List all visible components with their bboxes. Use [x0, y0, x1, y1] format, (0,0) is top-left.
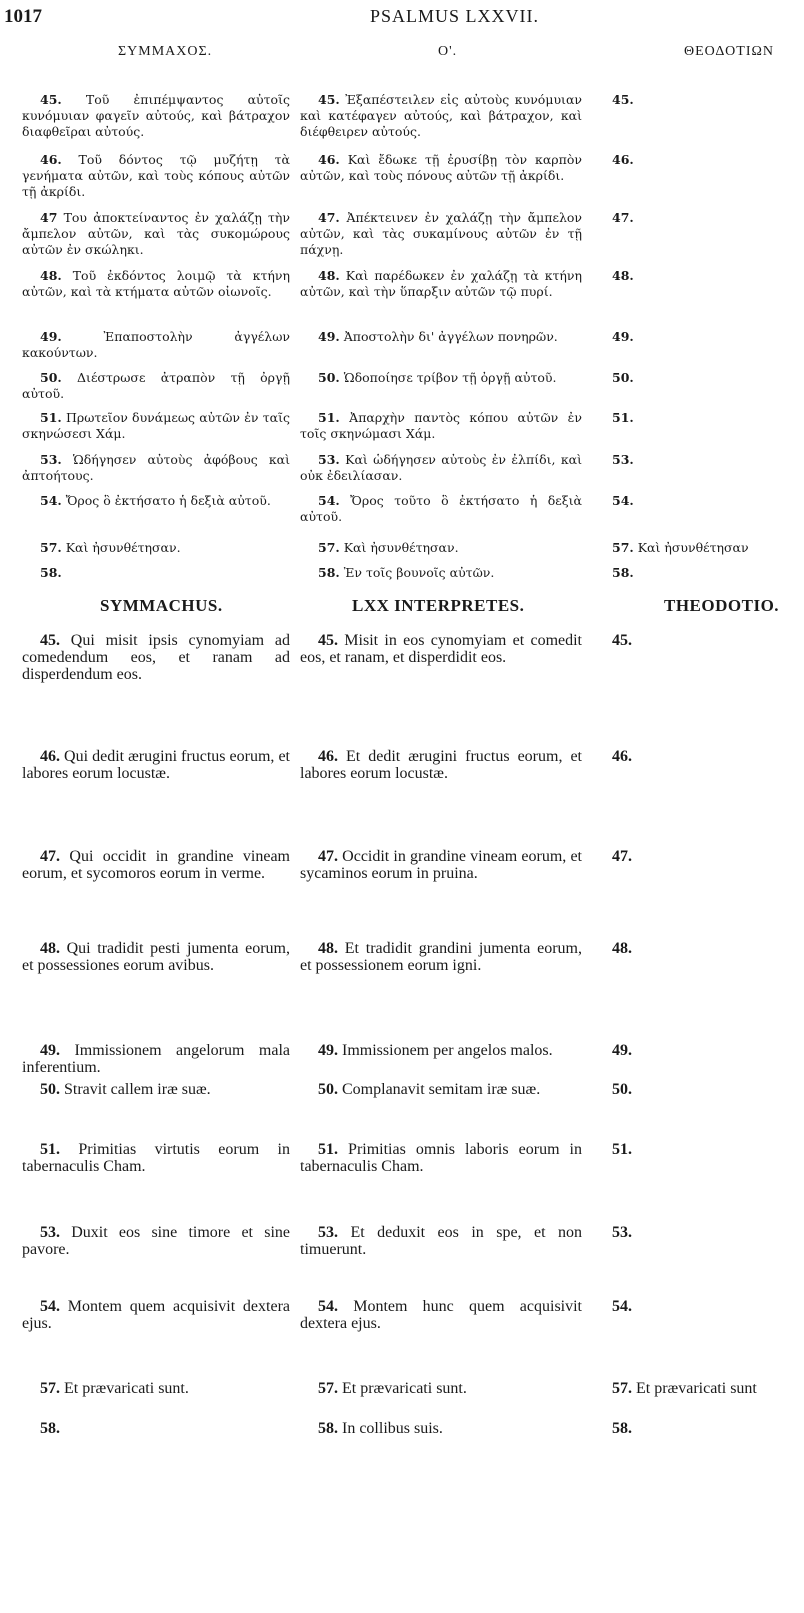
verse-text: Ὡδήγησεν αὐτοὺς ἀφόβους καὶ ἀπτοήτους.	[22, 452, 290, 483]
greek-symmachus-verse	[22, 493, 290, 509]
verse-text: Του ἀποκτείναντος ἐν χαλάζῃ τὴν ἄμπελον αὐτῶν, καὶ τὰς συκομώρους αὐτῶν ἐν σκώληκι.	[22, 210, 290, 257]
verse-text: Τοῦ δόντος τῷ μυζήτῃ τὰ γενήματα αὐτῶν, καὶ τοὺς κόπους αὐτῶν τῇ ἀκρίδι.	[22, 152, 290, 199]
latin-theodotion-verse	[612, 1042, 804, 1059]
verse-text: Ἀποστολὴν δι' ἀγγέλων πονηρῶν.	[339, 329, 558, 344]
verse-number: 50.	[612, 1081, 632, 1098]
verse-number: 50.	[40, 370, 62, 385]
greek-lxx-verse	[300, 493, 582, 525]
greek-lxx-verse	[300, 268, 582, 300]
verse-number: 47.	[612, 848, 632, 865]
verse-number: 50.	[318, 370, 340, 385]
verse-number: 50.	[612, 370, 634, 385]
verse-number: 50.	[318, 1081, 338, 1098]
verse-text: Primitias virtutis eorum in tabernaculis Cham.	[22, 1141, 290, 1175]
verse-number: 48.	[612, 268, 634, 283]
verse-number: 57.	[318, 1380, 338, 1397]
latin-symmachus-verse	[22, 848, 290, 882]
verse-number: 53.	[612, 1224, 632, 1241]
verse-text: Ἀπαρχὴν παντὸς κόπου αὐτῶν ἐν τοῖς σκηνώμασι Χάμ.	[300, 410, 582, 441]
verse-text: Ἐπαποστολὴν ἀγγέλων κακούντων.	[22, 329, 290, 360]
latin-symmachus-verse	[22, 1420, 290, 1437]
verse-text: Complanavit semitam iræ suæ.	[338, 1081, 541, 1098]
verse-text: Qui occidit in grandine vineam eorum, et sycomoros eorum in verme.	[22, 848, 290, 882]
latin-heading-symmachus: SYMMACHUS.	[100, 596, 223, 615]
greek-heading-symmachus: ΣΥΜΜΑΧΟΣ.	[118, 44, 213, 59]
greek-symmachus-verse	[22, 92, 290, 140]
greek-symmachus-verse	[22, 329, 290, 361]
latin-theodotion-verse	[612, 748, 804, 765]
verse-text: Primitias omnis laboris eorum in tabernaculis Cham.	[300, 1141, 582, 1175]
verse-number: 54.	[40, 1298, 60, 1315]
greek-theodotion-verse	[612, 410, 804, 426]
verse-text: Immissionem angelorum mala inferentium.	[22, 1042, 290, 1076]
greek-theodotion-verse	[612, 565, 804, 581]
page-number: 1017	[4, 6, 42, 27]
latin-lxx-verse	[300, 1224, 582, 1258]
verse-text: Et deduxit eos in spe, et non timuerunt.	[300, 1224, 582, 1258]
greek-symmachus-verse	[22, 452, 290, 484]
verse-number: 46.	[318, 152, 340, 167]
running-title: PSALMUS LXXVII.	[370, 6, 540, 26]
verse-number: 53.	[40, 1224, 60, 1241]
verse-number: 54.	[40, 493, 62, 508]
greek-symmachus-verse	[22, 565, 290, 581]
verse-number: 48.	[318, 268, 340, 283]
greek-symmachus-verse	[22, 410, 290, 442]
verse-text: Καὶ ἠσυνθέτησαν.	[339, 540, 459, 555]
greek-theodotion-verse	[612, 92, 804, 108]
latin-theodotion-verse	[612, 1298, 804, 1315]
latin-symmachus-verse	[22, 632, 290, 683]
verse-number: 45.	[40, 632, 60, 649]
latin-heading-lxx: LXX INTERPRETES.	[352, 596, 525, 615]
verse-text: Qui tradidit pesti jumenta eorum, et possessiones eorum avibus.	[22, 940, 290, 974]
greek-lxx-verse	[300, 410, 582, 442]
latin-lxx-verse	[300, 848, 582, 882]
verse-number: 48.	[612, 940, 632, 957]
verse-number: 51.	[612, 410, 634, 425]
verse-text: Καὶ ὡδήγησεν αὐτοὺς ἐν ἐλπίδι, καὶ οὐκ ἐδειλίασαν.	[300, 452, 582, 483]
verse-number: 51.	[40, 410, 62, 425]
verse-text: Καὶ ἔδωκε τῇ ἐρυσίβῃ τὸν καρπὸν αὐτῶν, καὶ τοὺς πόνους αὐτῶν τῇ ἀκρίδι.	[300, 152, 582, 183]
verse-text: Duxit eos sine timore et sine pavore.	[22, 1224, 290, 1258]
verse-text: Qui misit ipsis cynomyiam ad comedendum eos, et ranam ad disperdendum eos.	[22, 632, 290, 683]
greek-lxx-verse	[300, 329, 582, 345]
verse-text: Et dedit ærugini fructus eorum, et labores eorum locustæ.	[300, 748, 582, 782]
verse-number: 46.	[40, 152, 62, 167]
verse-number: 48.	[40, 268, 62, 283]
verse-number: 51.	[612, 1141, 632, 1158]
latin-symmachus-verse	[22, 1298, 290, 1332]
verse-text: Immissionem per angelos malos.	[338, 1042, 553, 1059]
latin-symmachus-verse	[22, 1380, 290, 1397]
verse-text: Ἐν τοῖς βουνοῖς αὐτῶν.	[339, 565, 495, 580]
latin-symmachus-verse	[22, 1224, 290, 1258]
latin-lxx-verse	[300, 1298, 582, 1332]
verse-text: Montem hunc quem acquisivit dextera ejus.	[300, 1298, 582, 1332]
greek-theodotion-verse	[612, 452, 804, 468]
greek-lxx-verse	[300, 92, 582, 140]
latin-theodotion-verse	[612, 1420, 804, 1437]
verse-number: 48.	[40, 940, 60, 957]
verse-number: 45.	[40, 92, 62, 107]
greek-symmachus-verse	[22, 268, 290, 300]
verse-number: 47	[40, 210, 58, 225]
verse-text: Διέστρωσε ἀτραπὸν τῇ ὀργῇ αὐτοῦ.	[22, 370, 290, 401]
verse-number: 57.	[612, 540, 634, 555]
verse-number: 54.	[612, 493, 634, 508]
verse-number: 53.	[612, 452, 634, 467]
latin-symmachus-verse	[22, 1081, 290, 1098]
verse-text: Καὶ ἠσυνθέτησαν	[633, 540, 749, 555]
greek-symmachus-verse	[22, 152, 290, 200]
verse-number: 47.	[40, 848, 60, 865]
latin-lxx-verse	[300, 1420, 582, 1437]
latin-lxx-verse	[300, 1141, 582, 1175]
latin-lxx-verse	[300, 1380, 582, 1397]
latin-lxx-verse	[300, 940, 582, 974]
latin-lxx-verse	[300, 748, 582, 782]
greek-lxx-verse	[300, 210, 582, 258]
verse-text: Occidit in grandine vineam eorum, et sycaminos eorum in pruina.	[300, 848, 582, 882]
verse-number: 45.	[318, 92, 340, 107]
verse-text: Stravit callem iræ suæ.	[60, 1081, 211, 1098]
verse-number: 58.	[40, 1420, 60, 1437]
verse-text: Ἀπέκτεινεν ἐν χαλάζῃ τὴν ἄμπελον αὐτῶν, καὶ τὰς συκαμίνους αὐτῶν ἐν τῇ πάχνῃ.	[300, 210, 582, 257]
latin-theodotion-verse	[612, 1380, 804, 1397]
verse-number: 49.	[40, 1042, 60, 1059]
verse-number: 46.	[40, 748, 60, 765]
latin-symmachus-verse	[22, 748, 290, 782]
verse-text: Καὶ παρέδωκεν ἐν χαλάζῃ τὰ κτήνη αὐτῶν, καὶ τὴν ὕπαρξιν αὐτῶν τῷ πυρί.	[300, 268, 582, 299]
greek-theodotion-verse	[612, 329, 804, 345]
verse-number: 51.	[40, 1141, 60, 1158]
greek-lxx-verse	[300, 565, 582, 581]
greek-heading-theodotion: ΘΕΟΔΟΤΙΩΝ	[684, 44, 775, 59]
greek-symmachus-verse	[22, 540, 290, 556]
greek-lxx-verse	[300, 452, 582, 484]
latin-symmachus-verse	[22, 1042, 290, 1076]
verse-text: Πρωτεῖον δυνάμεως αὐτῶν ἐν ταῖς σκηνώσεσι Χάμ.	[22, 410, 290, 441]
latin-theodotion-verse	[612, 632, 804, 649]
verse-text: Montem quem acquisivit dextera ejus.	[22, 1298, 290, 1332]
verse-text: Et prævaricati sunt.	[60, 1380, 189, 1397]
verse-number: 58.	[318, 565, 340, 580]
latin-theodotion-verse	[612, 1224, 804, 1241]
greek-theodotion-verse	[612, 493, 804, 509]
verse-number: 54.	[318, 493, 340, 508]
verse-number: 46.	[612, 152, 634, 167]
greek-lxx-verse	[300, 152, 582, 184]
latin-theodotion-verse	[612, 1141, 804, 1158]
verse-number: 49.	[318, 329, 340, 344]
verse-text: Misit in eos cynomyiam et comedit eos, et ranam, et disperdidit eos.	[300, 632, 582, 666]
verse-number: 51.	[318, 410, 340, 425]
verse-number: 47.	[318, 210, 340, 225]
verse-number: 45.	[318, 632, 338, 649]
verse-number: 54.	[612, 1298, 632, 1315]
greek-heading-lxx: Ο'.	[438, 44, 458, 59]
verse-number: 48.	[318, 940, 338, 957]
greek-theodotion-verse	[612, 268, 804, 284]
greek-theodotion-verse	[612, 370, 804, 386]
latin-lxx-verse	[300, 632, 582, 666]
verse-text: Ὄρος ὃ ἐκτήσατο ἡ δεξιὰ αὐτοῦ.	[61, 493, 271, 508]
greek-symmachus-verse	[22, 210, 290, 258]
verse-text: Et prævaricati sunt	[632, 1380, 757, 1397]
verse-number: 58.	[612, 565, 634, 580]
verse-number: 49.	[612, 1042, 632, 1059]
verse-text: Ὡδοποίησε τρίβον τῇ ὀργῇ αὐτοῦ.	[339, 370, 557, 385]
verse-number: 45.	[612, 632, 632, 649]
verse-text: Τοῦ ἐπιπέμψαντος αὐτοῖς κυνόμυιαν φαγεῖν αὐτούς, καὶ βάτραχον διαφθεῖραι αὐτούς.	[22, 92, 290, 139]
verse-number: 49.	[40, 329, 62, 344]
verse-number: 50.	[40, 1081, 60, 1098]
greek-symmachus-verse	[22, 370, 290, 402]
latin-theodotion-verse	[612, 1081, 804, 1098]
greek-lxx-verse	[300, 540, 582, 556]
latin-theodotion-verse	[612, 940, 804, 957]
verse-text: Καὶ ἠσυνθέτησαν.	[61, 540, 181, 555]
verse-text: Ὄρος τοῦτο ὃ ἐκτήσατο ἡ δεξιὰ αὐτοῦ.	[300, 493, 582, 524]
verse-number: 58.	[318, 1420, 338, 1437]
verse-number: 49.	[318, 1042, 338, 1059]
verse-number: 57.	[40, 1380, 60, 1397]
latin-lxx-verse	[300, 1042, 582, 1059]
latin-symmachus-verse	[22, 1141, 290, 1175]
verse-text: Et tradidit grandini jumenta eorum, et possessionem eorum igni.	[300, 940, 582, 974]
verse-text: Qui dedit ærugini fructus eorum, et labores eorum locustæ.	[22, 748, 290, 782]
verse-number: 53.	[318, 1224, 338, 1241]
verse-text: Τοῦ ἐκδόντος λοιμῷ τὰ κτήνη αὐτῶν, καὶ τὰ κτήματα αὐτῶν οἰωνοῖς.	[22, 268, 290, 299]
verse-number: 46.	[612, 748, 632, 765]
latin-theodotion-verse	[612, 848, 804, 865]
latin-symmachus-verse	[22, 940, 290, 974]
verse-number: 46.	[318, 748, 338, 765]
latin-lxx-verse	[300, 1081, 582, 1098]
verse-number: 49.	[612, 329, 634, 344]
verse-number: 57.	[40, 540, 62, 555]
verse-text: In collibus suis.	[338, 1420, 443, 1437]
verse-number: 53.	[318, 452, 340, 467]
verse-text: Ἐξαπέστειλεν εἰς αὐτοὺς κυνόμυιαν καὶ κατέφαγεν αὐτούς, καὶ βάτραχον, καὶ διέφθειρεν αὐτούς.	[300, 92, 582, 139]
verse-number: 47.	[318, 848, 338, 865]
latin-heading-theodotion: THEODOTIO.	[664, 596, 780, 615]
greek-theodotion-verse	[612, 210, 804, 226]
verse-number: 58.	[612, 1420, 632, 1437]
verse-number: 57.	[318, 540, 340, 555]
verse-number: 53.	[40, 452, 62, 467]
greek-theodotion-verse	[612, 540, 804, 556]
verse-number: 57.	[612, 1380, 632, 1397]
verse-number: 58.	[40, 565, 62, 580]
verse-text: Et prævaricati sunt.	[338, 1380, 467, 1397]
verse-number: 45.	[612, 92, 634, 107]
verse-number: 47.	[612, 210, 634, 225]
verse-number: 54.	[318, 1298, 338, 1315]
verse-number: 51.	[318, 1141, 338, 1158]
greek-theodotion-verse	[612, 152, 804, 168]
greek-lxx-verse	[300, 370, 582, 386]
